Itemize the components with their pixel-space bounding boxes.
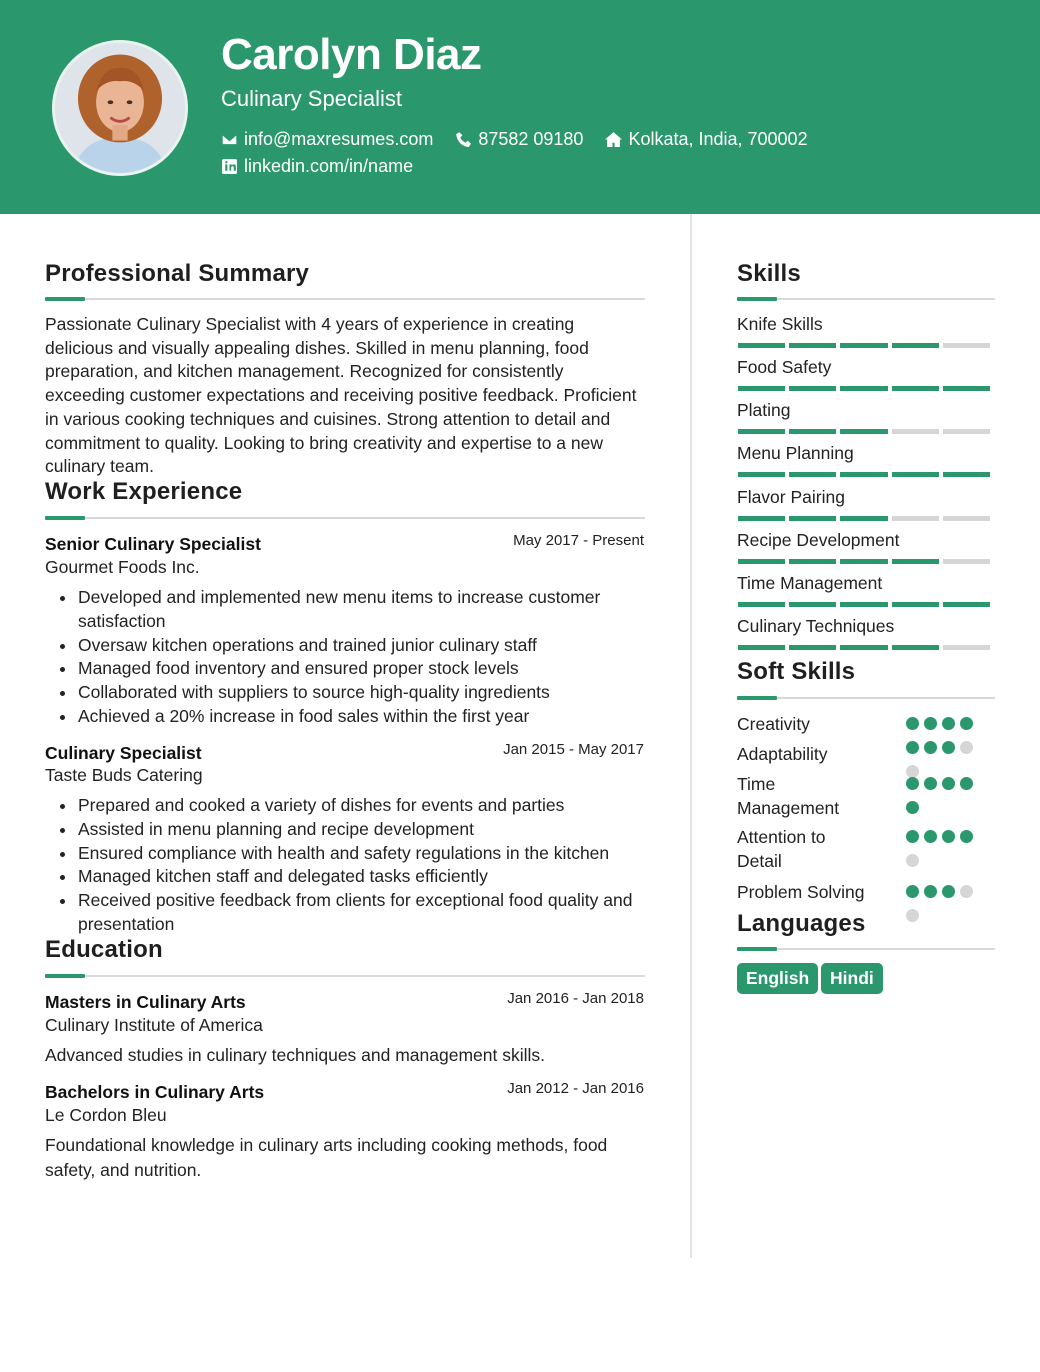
- list-item: Managed food inventory and ensured proper stock levels: [60, 657, 640, 681]
- skill-level-segment: [840, 429, 887, 434]
- skill-name: Time Management: [737, 573, 883, 593]
- linkedin-text: linkedin.com/in/name: [244, 156, 414, 176]
- skill-level-segment: [840, 559, 887, 564]
- skill-level-segment: [738, 602, 785, 607]
- degree-title: Masters in Culinary Arts: [45, 992, 246, 1012]
- school-name: Culinary Institute of America: [45, 1015, 263, 1035]
- skill-name: Menu Planning: [737, 443, 854, 463]
- skill-level-bar: [738, 516, 994, 521]
- degree-date: Jan 2012 - Jan 2016: [507, 1080, 644, 1097]
- soft-skill-dot: [942, 885, 955, 898]
- education-accent: [45, 974, 85, 978]
- skill-level-segment: [943, 602, 990, 607]
- skill-level-segment: [892, 386, 939, 391]
- skills-heading: Skills: [737, 260, 801, 287]
- skill-level-segment: [840, 645, 887, 650]
- skill-level-segment: [840, 386, 887, 391]
- skill-name: Flavor Pairing: [737, 487, 845, 507]
- contact-row: [221, 129, 830, 150]
- skill-level-segment: [789, 386, 836, 391]
- skill-level-bar: [738, 429, 994, 434]
- skill-level-segment: [943, 516, 990, 521]
- education-rule: [45, 975, 645, 977]
- profile-photo: [52, 40, 188, 176]
- summary-accent: [45, 297, 85, 301]
- list-item: Developed and implemented new menu items to increase customer satisfaction: [60, 586, 640, 634]
- skill-name: Culinary Techniques: [737, 616, 895, 636]
- candidate-title: Culinary Specialist: [221, 86, 402, 111]
- skill-level-segment: [789, 602, 836, 607]
- skill-level-segment: [840, 602, 887, 607]
- degree-date: Jan 2016 - Jan 2018: [507, 990, 644, 1007]
- linkedin-contact[interactable]: [221, 156, 413, 177]
- soft-skill-dot: [942, 741, 955, 754]
- list-item: Achieved a 20% increase in food sales within the first year: [60, 705, 640, 729]
- skill-name: Recipe Development: [737, 530, 900, 550]
- job-date: Jan 2015 - May 2017: [503, 741, 644, 758]
- skill-name: Plating: [737, 400, 791, 420]
- skill-level-segment: [892, 559, 939, 564]
- summary-rule: [45, 298, 645, 300]
- skill-level-bar: [738, 559, 994, 564]
- list-item: Received positive feedback from clients for exceptional food quality and presentation: [60, 889, 640, 937]
- skill-level-segment: [892, 645, 939, 650]
- home-icon: [605, 131, 622, 148]
- degree-description: Advanced studies in culinary techniques and management skills.: [45, 1045, 546, 1065]
- column-divider: [690, 214, 692, 1258]
- summary-heading: Professional Summary: [45, 260, 310, 287]
- skill-level-segment: [943, 429, 990, 434]
- job-title: Senior Culinary Specialist: [45, 534, 261, 554]
- list-item: Assisted in menu planning and recipe development: [60, 818, 640, 842]
- email-text: info@maxresumes.com: [244, 129, 434, 149]
- skill-level-segment: [943, 386, 990, 391]
- language-badge: English: [737, 963, 818, 994]
- skill-level-segment: [789, 645, 836, 650]
- skill-level-segment: [738, 516, 785, 521]
- soft-skill-dots: [906, 885, 980, 933]
- experience-rule: [45, 517, 645, 519]
- skill-level-segment: [789, 343, 836, 348]
- job-date: May 2017 - Present: [513, 532, 644, 549]
- degree-title: Bachelors in Culinary Arts: [45, 1082, 265, 1102]
- skill-level-segment: [789, 559, 836, 564]
- soft-skill-dot: [924, 830, 937, 843]
- languages-heading: Languages: [737, 910, 866, 937]
- contact-row-2: [221, 156, 435, 177]
- soft-skill-dot: [924, 885, 937, 898]
- soft-skill-dot: [942, 830, 955, 843]
- skill-level-segment: [943, 343, 990, 348]
- list-item: Ensured compliance with health and safety regulations in the kitchen: [60, 842, 640, 866]
- email-contact[interactable]: [221, 129, 433, 150]
- skill-level-segment: [840, 472, 887, 477]
- candidate-name: Carolyn Diaz: [221, 30, 482, 79]
- soft-skill-dot: [906, 830, 919, 843]
- job-bullets: [60, 794, 640, 937]
- soft-skill-name: Problem Solving: [737, 882, 865, 902]
- job-company: Taste Buds Catering: [45, 765, 203, 785]
- soft-skill-dots: [906, 830, 980, 878]
- skill-level-segment: [943, 559, 990, 564]
- skills-accent: [737, 297, 777, 301]
- soft-skill-dot: [960, 717, 973, 730]
- degree-description: Foundational knowledge in culinary arts including cooking methods, food safety, and nutrition.: [45, 1135, 608, 1180]
- soft-skill-name: Time Management: [737, 774, 840, 818]
- phone-contact[interactable]: [455, 129, 583, 150]
- avatar-illustration: [55, 43, 185, 173]
- skill-level-bar: [738, 645, 994, 650]
- soft-skill-dot: [924, 741, 937, 754]
- soft-skill-dot: [960, 777, 973, 790]
- skill-level-segment: [738, 472, 785, 477]
- soft-skill-dot: [906, 741, 919, 754]
- header: [0, 0, 1040, 214]
- soft-skill-name: Adaptability: [737, 744, 828, 764]
- soft-skill-name: Attention to Detail: [737, 827, 826, 871]
- list-item: Managed kitchen staff and delegated tasks efficiently: [60, 865, 640, 889]
- soft-skill-name: Creativity: [737, 714, 810, 734]
- skill-level-segment: [943, 645, 990, 650]
- job-title: Culinary Specialist: [45, 743, 202, 763]
- job-company: Gourmet Foods Inc.: [45, 557, 200, 577]
- languages-accent: [737, 947, 777, 951]
- skill-level-bar: [738, 472, 994, 477]
- experience-accent: [45, 516, 85, 520]
- skill-level-segment: [789, 516, 836, 521]
- skill-level-segment: [840, 343, 887, 348]
- location-contact: [605, 129, 807, 150]
- envelope-icon: [221, 131, 238, 148]
- skill-name: Knife Skills: [737, 314, 823, 334]
- education-heading: Education: [45, 936, 163, 963]
- soft-skill-dot: [906, 885, 919, 898]
- soft-skills-accent: [737, 696, 777, 700]
- skill-level-bar: [738, 602, 994, 607]
- list-item: Collaborated with suppliers to source high-quality ingredients: [60, 681, 640, 705]
- skill-level-segment: [943, 472, 990, 477]
- soft-skill-dot: [906, 854, 919, 867]
- job-bullets: [60, 586, 640, 729]
- experience-heading: Work Experience: [45, 478, 243, 505]
- soft-skill-dot: [906, 777, 919, 790]
- school-name: Le Cordon Bleu: [45, 1105, 167, 1125]
- soft-skill-dots: [906, 717, 980, 741]
- soft-skill-dot: [960, 885, 973, 898]
- skill-level-segment: [738, 429, 785, 434]
- skill-level-bar: [738, 386, 994, 391]
- soft-skill-dot: [924, 777, 937, 790]
- skill-level-segment: [738, 559, 785, 564]
- phone-text: 87582 09180: [478, 129, 584, 149]
- skill-level-segment: [738, 386, 785, 391]
- list-item: Oversaw kitchen operations and trained junior culinary staff: [60, 634, 640, 658]
- linkedin-icon: [221, 158, 238, 175]
- skill-level-segment: [892, 602, 939, 607]
- soft-skill-dot: [906, 909, 919, 922]
- soft-skill-dot: [906, 801, 919, 814]
- skill-level-segment: [892, 429, 939, 434]
- skill-level-segment: [738, 645, 785, 650]
- skill-level-bar: [738, 343, 994, 348]
- skill-name: Food Safety: [737, 357, 832, 377]
- skill-level-segment: [738, 343, 785, 348]
- soft-skill-dot: [960, 741, 973, 754]
- location-text: Kolkata, India, 700002: [628, 129, 808, 149]
- soft-skill-dot: [942, 777, 955, 790]
- skill-level-segment: [840, 516, 887, 521]
- skill-level-segment: [789, 429, 836, 434]
- soft-skill-dot: [942, 717, 955, 730]
- language-badge: Hindi: [821, 963, 883, 994]
- skill-level-segment: [892, 343, 939, 348]
- soft-skill-dot: [924, 717, 937, 730]
- phone-icon: [455, 131, 472, 148]
- summary-text: Passionate Culinary Specialist with 4 years of experience in creating delicious and visually appealing dishes. Skilled in menu planning, food preparation, and kitchen management. Recognized for consistently exceeding customer expectations and receiving positive feedback. Proficient in various cooking techniques and cuisines. Strong attention to detail and commitment to quality. Looking to bring creativity and expertise to a new culinary team.: [45, 314, 637, 477]
- skill-level-segment: [892, 516, 939, 521]
- skill-level-segment: [892, 472, 939, 477]
- skill-level-segment: [789, 472, 836, 477]
- soft-skill-dot: [906, 717, 919, 730]
- soft-skill-dots: [906, 777, 980, 825]
- soft-skills-heading: Soft Skills: [737, 658, 856, 685]
- soft-skill-dot: [960, 830, 973, 843]
- list-item: Prepared and cooked a variety of dishes for events and parties: [60, 794, 640, 818]
